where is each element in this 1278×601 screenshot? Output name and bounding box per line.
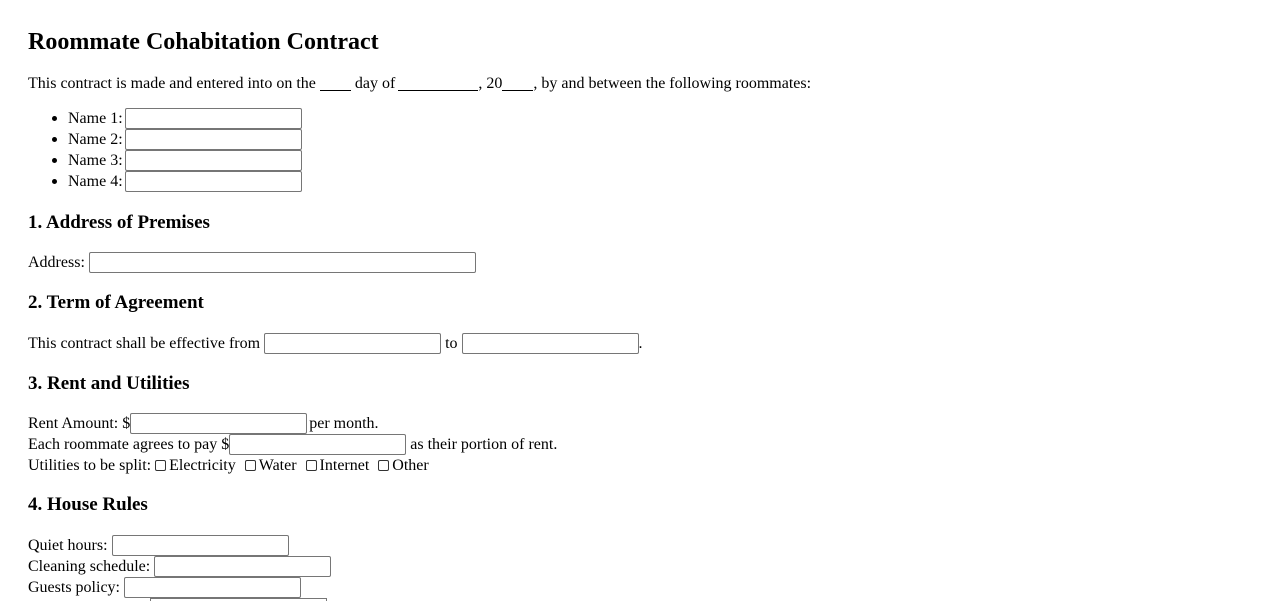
day-blank [320, 76, 351, 91]
rent-amount-label: Rent Amount: $ [28, 414, 131, 432]
guests-policy-label: Guests policy: [28, 578, 120, 596]
list-item [68, 108, 304, 129]
electricity-checkbox[interactable] [155, 460, 166, 471]
bullet-icon [52, 116, 57, 121]
rent-suffix: per month. [309, 414, 379, 432]
other-checkbox[interactable] [378, 460, 389, 471]
cleaning-schedule-row [28, 556, 333, 577]
term-period: . [638, 334, 643, 352]
utilities-row [28, 455, 429, 476]
name-label: Name 2: [68, 130, 123, 148]
intro-text-3: , 20 [478, 74, 503, 92]
rent-portion-row [28, 434, 557, 455]
bullet-icon [52, 137, 57, 142]
name-4-input[interactable] [125, 171, 302, 192]
rent-portion-input[interactable] [229, 434, 406, 455]
water-checkbox[interactable] [245, 460, 256, 471]
list-item [68, 171, 304, 192]
roommate-names-list [28, 108, 304, 192]
intro-text-1: This contract is made and entered into on the [28, 74, 316, 92]
rent-amount-input[interactable] [130, 413, 307, 434]
name-label: Name 1: [68, 109, 123, 127]
term-row [28, 333, 643, 354]
year-blank [502, 76, 533, 91]
section-3-heading: 3. Rent and Utilities [28, 373, 190, 394]
guests-policy-row [28, 577, 303, 598]
guests-policy-input[interactable] [124, 577, 301, 598]
other-label: Other [392, 456, 429, 474]
intro-text-2: day of [354, 74, 396, 92]
water-label: Water [258, 456, 297, 474]
name-label: Name 4: [68, 172, 123, 190]
quiet-hours-label: Quiet hours: [28, 536, 108, 554]
list-item [68, 129, 304, 150]
list-item [68, 150, 304, 171]
name-3-input[interactable] [125, 150, 302, 171]
to-label: to [445, 334, 458, 352]
name-2-input[interactable] [125, 129, 302, 150]
rent-amount-row [28, 413, 379, 434]
section-1-heading: 1. Address of Premises [28, 212, 210, 233]
name-label: Name 3: [68, 151, 123, 169]
bullet-icon [52, 179, 57, 184]
section-2-heading: 2. Term of Agreement [28, 292, 204, 313]
start-date-input[interactable] [264, 333, 441, 354]
electricity-label: Electricity [169, 456, 236, 474]
utilities-label: Utilities to be split: [28, 456, 152, 474]
month-blank [398, 76, 478, 91]
term-text: This contract shall be effective from [28, 334, 261, 352]
cleaning-schedule-label: Cleaning schedule: [28, 557, 151, 575]
intro-paragraph [28, 73, 811, 94]
quiet-hours-row [28, 535, 291, 556]
rent-portion-suffix: as their portion of rent. [410, 435, 558, 453]
address-label: Address: [28, 253, 85, 271]
address-row [28, 252, 478, 273]
bullet-icon [52, 158, 57, 163]
address-input[interactable] [89, 252, 476, 273]
end-date-input[interactable] [462, 333, 639, 354]
internet-label: Internet [319, 456, 370, 474]
quiet-hours-input[interactable] [112, 535, 289, 556]
intro-text-4: , by and between the following roommates: [533, 74, 812, 92]
rent-portion-label: Each roommate agrees to pay $ [28, 435, 230, 453]
name-1-input[interactable] [125, 108, 302, 129]
internet-checkbox[interactable] [306, 460, 317, 471]
page-title: Roommate Cohabitation Contract [28, 29, 379, 55]
section-4-heading: 4. House Rules [28, 494, 148, 515]
cleaning-schedule-input[interactable] [154, 556, 331, 577]
